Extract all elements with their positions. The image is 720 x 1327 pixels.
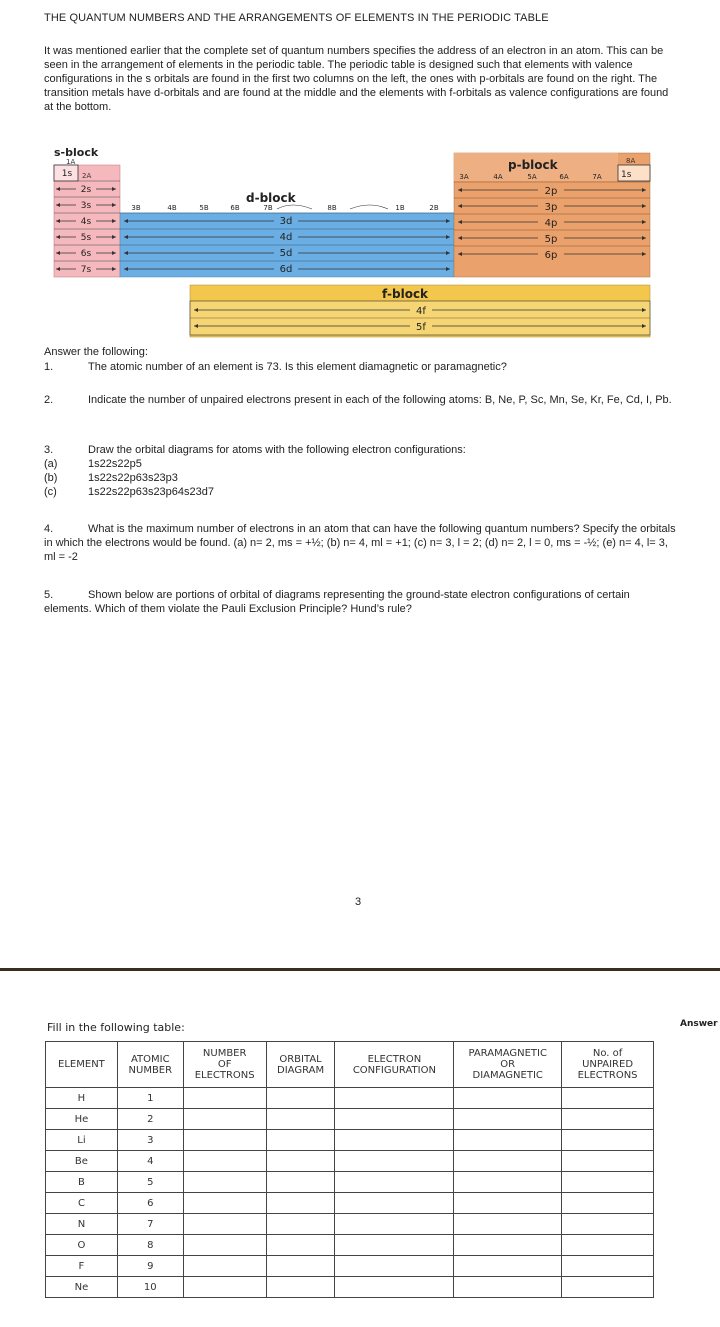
item-c-label: (c) [44, 486, 57, 498]
p-block-label: p-block [508, 158, 558, 172]
8b-bracket-right [350, 205, 388, 209]
page-title: THE QUANTUM NUMBERS AND THE ARRANGEMENTS OF ELEMENTS IN THE PERIODIC TABLE [44, 12, 549, 24]
question-4 [44, 522, 680, 564]
p-group-label: 4A [493, 173, 503, 181]
s-block-label: s-block [54, 146, 99, 159]
element-cell: B [46, 1172, 118, 1193]
electrons-cell[interactable] [183, 1235, 266, 1256]
configuration-cell[interactable] [335, 1214, 454, 1235]
para-dia-cell[interactable] [454, 1277, 562, 1298]
item-a-label: (a) [44, 458, 58, 470]
configuration-cell[interactable] [335, 1151, 454, 1172]
page-number: 3 [355, 896, 362, 908]
unpaired-cell[interactable] [562, 1214, 654, 1235]
electrons-cell[interactable] [183, 1130, 266, 1151]
s-orbital-label: 6s [80, 249, 92, 259]
fill-table-heading: Fill in the following table: [47, 1021, 185, 1034]
header-atomic-number: ATOMIC NUMBER [117, 1042, 183, 1088]
item-a-text: 1s22s22p5 [88, 458, 142, 470]
element-cell: O [46, 1235, 118, 1256]
d-group-label: 5B [199, 204, 209, 212]
configuration-cell[interactable] [335, 1130, 454, 1151]
p-orbital-label: 3p [544, 202, 558, 213]
question-3-text: Draw the orbital diagrams for atoms with the following electron configurations: [88, 444, 466, 456]
question-2-text: Indicate the number of unpaired electrons present in each of the following atoms: B, Ne, P, Sc, Mn, Se, Kr, Fe, Cd, I, Pb. [88, 394, 672, 406]
table-header-row [46, 1042, 654, 1088]
table-row [46, 1172, 654, 1193]
question-3-item-b [44, 471, 680, 485]
element-cell: N [46, 1214, 118, 1235]
question-5-text: Shown below are portions of orbital of diagrams representing the ground-state electron configurations of certain elements. Which of them violate the Pauli Exclusion Principle? Hund’s rule? [44, 589, 630, 615]
table-row [46, 1235, 654, 1256]
atomic-number-cell: 6 [117, 1193, 183, 1214]
item-b-text: 1s22s22p63s23p3 [88, 472, 178, 484]
question-1-text: The atomic number of an element is 73. Is this element diamagnetic or paramagnetic? [88, 361, 507, 373]
header-orbital-diagram: ORBITAL DIAGRAM [266, 1042, 335, 1088]
d-group-label: 6B [230, 204, 240, 212]
question-4-text: What is the maximum number of electrons in an atom that can have the following quantum numbers? Specify the orbitals in which the electrons would be found. (a) n= 2, ms = +½; (b) n= 4, ml = +1; (c) n= 3, l = 2; (d) n= 2, l = 0, ms = -½; (e) n= 4, l= 3, ml = -2 [44, 523, 676, 563]
unpaired-cell[interactable] [562, 1088, 654, 1109]
header-unpaired-electrons: No. of UNPAIRED ELECTRONS [562, 1042, 654, 1088]
s-orbital-label: 3s [80, 201, 92, 211]
para-dia-cell[interactable] [454, 1109, 562, 1130]
question-2 [44, 393, 680, 407]
atomic-number-cell: 2 [117, 1109, 183, 1130]
electrons-cell[interactable] [183, 1172, 266, 1193]
table-row [46, 1109, 654, 1130]
electrons-cell[interactable] [183, 1214, 266, 1235]
f-orbital-label: 5f [416, 322, 426, 333]
helium-1s-label: 1s [621, 170, 632, 180]
intro-paragraph: It was mentioned earlier that the complete set of quantum numbers specifies the address of an electron in an atom. This can be seen in the arrangement of elements in the periodic table. The periodic table is designed such that elements with valence configurations in the s orbitals are found in the first two columns on the left, the ones with p-orbitals are found on the right. The transition metals have d-orbitals and are found at the middle and the elements with f-orbitals as valence configurations are found at the bottom. [44, 45, 669, 113]
periodic-blocks-figure [52, 145, 656, 341]
question-3-number: 3. [44, 444, 54, 456]
para-dia-cell[interactable] [454, 1235, 562, 1256]
p-group-label: 7A [592, 173, 602, 181]
atomic-number-cell: 5 [117, 1172, 183, 1193]
unpaired-cell[interactable] [562, 1256, 654, 1277]
d-group-label: 4B [167, 204, 177, 212]
unpaired-cell[interactable] [562, 1109, 654, 1130]
element-table [45, 1041, 654, 1298]
d-orbital-label: 3d [279, 216, 293, 227]
para-dia-cell[interactable] [454, 1214, 562, 1235]
para-dia-cell[interactable] [454, 1088, 562, 1109]
electrons-cell[interactable] [183, 1256, 266, 1277]
orbital-diagram-cell[interactable] [266, 1151, 335, 1172]
unpaired-cell[interactable] [562, 1130, 654, 1151]
para-dia-cell[interactable] [454, 1130, 562, 1151]
configuration-cell[interactable] [335, 1256, 454, 1277]
orbital-diagram-cell[interactable] [266, 1277, 335, 1298]
orbital-diagram-cell[interactable] [266, 1214, 335, 1235]
orbital-diagram-cell[interactable] [266, 1193, 335, 1214]
unpaired-cell[interactable] [562, 1193, 654, 1214]
p-orbital-label: 4p [544, 218, 558, 229]
atomic-number-cell: 3 [117, 1130, 183, 1151]
element-cell: C [46, 1193, 118, 1214]
s-orbital-label: 5s [80, 233, 92, 243]
table-row [46, 1214, 654, 1235]
unpaired-cell[interactable] [562, 1277, 654, 1298]
electrons-cell[interactable] [183, 1277, 266, 1298]
question-5 [44, 588, 680, 616]
table-row [46, 1193, 654, 1214]
para-dia-cell[interactable] [454, 1172, 562, 1193]
answer-tab[interactable]: Answer [680, 1019, 718, 1029]
table-row [46, 1130, 654, 1151]
d-group-label: 8B [327, 204, 337, 212]
para-dia-cell[interactable] [454, 1256, 562, 1277]
atomic-number-cell: 7 [117, 1214, 183, 1235]
configuration-cell[interactable] [335, 1172, 454, 1193]
d-group-label: 7B [263, 204, 273, 212]
question-1-number: 1. [44, 361, 54, 373]
question-2-number: 2. [44, 394, 54, 406]
s-orbital-label: 1s [61, 169, 73, 179]
p-group-label: 5A [527, 173, 537, 181]
element-cell: Ne [46, 1277, 118, 1298]
para-dia-cell[interactable] [454, 1151, 562, 1172]
unpaired-cell[interactable] [562, 1151, 654, 1172]
s-orbital-label: 7s [80, 265, 92, 275]
configuration-cell[interactable] [335, 1277, 454, 1298]
question-3 [44, 443, 680, 499]
s-orbital-label: 2s [80, 185, 92, 195]
table-row [46, 1151, 654, 1172]
d-block-label: d-block [246, 191, 296, 205]
orbital-diagram-cell[interactable] [266, 1130, 335, 1151]
d-group-label: 2B [429, 204, 439, 212]
answer-heading: Answer the following: [44, 346, 148, 358]
question-5-number: 5. [44, 589, 54, 601]
table-row [46, 1088, 654, 1109]
header-electron-configuration: ELECTRON CONFIGURATION [335, 1042, 454, 1088]
unpaired-cell[interactable] [562, 1235, 654, 1256]
element-cell: He [46, 1109, 118, 1130]
d-group-label: 1B [395, 204, 405, 212]
s-orbital-label: 4s [80, 217, 92, 227]
para-dia-cell[interactable] [454, 1193, 562, 1214]
configuration-cell[interactable] [335, 1235, 454, 1256]
f-block-label: f-block [382, 287, 429, 301]
orbital-diagram-cell[interactable] [266, 1109, 335, 1130]
atomic-number-cell: 8 [117, 1235, 183, 1256]
p-group-label: 3A [459, 173, 469, 181]
atomic-number-cell: 4 [117, 1151, 183, 1172]
atomic-number-cell: 1 [117, 1088, 183, 1109]
p-orbital-label: 2p [544, 186, 558, 197]
header-element: ELEMENT [46, 1042, 118, 1088]
header-para-dia: PARAMAGNETIC OR DIAMAGNETIC [454, 1042, 562, 1088]
element-cell: F [46, 1256, 118, 1277]
electrons-cell[interactable] [183, 1193, 266, 1214]
orbital-diagram-cell[interactable] [266, 1172, 335, 1193]
group-8a-label: 8A [626, 157, 636, 165]
configuration-cell[interactable] [335, 1109, 454, 1130]
electrons-cell[interactable] [183, 1151, 266, 1172]
electrons-cell[interactable] [183, 1109, 266, 1130]
d-orbital-label: 4d [279, 232, 293, 243]
atomic-number-cell: 10 [117, 1277, 183, 1298]
p-orbital-label: 6p [544, 250, 558, 261]
d-block-group-labels [131, 204, 438, 212]
element-cell: H [46, 1088, 118, 1109]
configuration-cell[interactable] [335, 1088, 454, 1109]
d-orbital-label: 5d [279, 248, 293, 259]
question-3-item-a [44, 457, 680, 471]
item-c-text: 1s22s22p63s23p64s23d7 [88, 486, 215, 498]
configuration-cell[interactable] [335, 1193, 454, 1214]
header-number-of-electrons: NUMBER OF ELECTRONS [183, 1042, 266, 1088]
table-row [46, 1277, 654, 1298]
f-orbital-label: 4f [416, 306, 426, 317]
d-group-label: 3B [131, 204, 141, 212]
electrons-cell[interactable] [183, 1088, 266, 1109]
item-b-label: (b) [44, 472, 58, 484]
question-3-item-c [44, 485, 680, 499]
orbital-diagram-cell[interactable] [266, 1256, 335, 1277]
atomic-number-cell: 9 [117, 1256, 183, 1277]
orbital-diagram-cell[interactable] [266, 1235, 335, 1256]
table-row [46, 1256, 654, 1277]
p-group-label: 6A [559, 173, 569, 181]
page-divider [0, 968, 720, 971]
8b-bracket-left [277, 205, 312, 209]
orbital-diagram-cell[interactable] [266, 1088, 335, 1109]
element-cell: Be [46, 1151, 118, 1172]
d-orbital-label: 6d [279, 264, 293, 275]
p-orbital-label: 5p [544, 234, 558, 245]
question-4-number: 4. [44, 523, 54, 535]
group-2a-label: 2A [82, 172, 92, 180]
unpaired-cell[interactable] [562, 1172, 654, 1193]
element-cell: Li [46, 1130, 118, 1151]
question-1 [44, 360, 680, 374]
group-1a-label: 1A [66, 158, 76, 166]
